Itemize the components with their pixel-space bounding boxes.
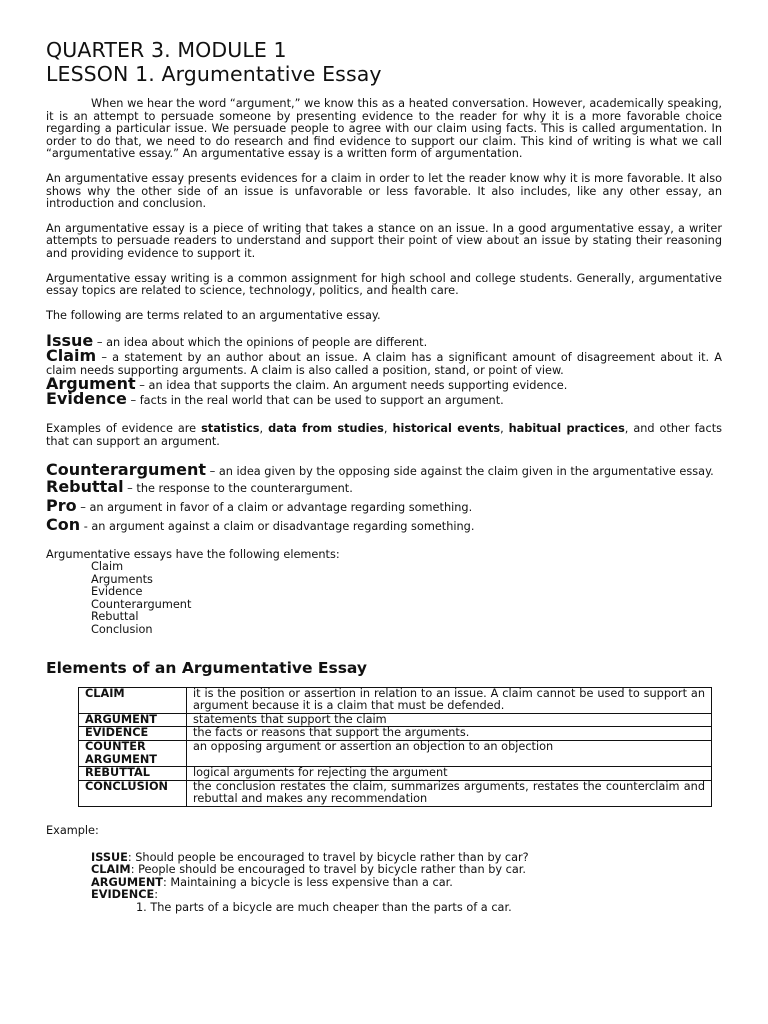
example-argument-label: ARGUMENT (91, 875, 164, 889)
table-key: REBUTTAL (79, 767, 187, 781)
list-item: Claim (91, 560, 124, 574)
table-value: an opposing argument or assertion an objection to an objection (187, 741, 712, 767)
example-claim-text: : People should be encouraged to travel by bicycle rather than by car. (130, 863, 527, 877)
lesson-title: LESSON 1. Argumentative Essay (46, 62, 382, 86)
example-issue-text: : Should people be encouraged to travel by bicycle rather than by car? (127, 850, 529, 864)
table-key: CONCLUSION (79, 780, 187, 806)
term-definition: – an idea given by the opposing side against the claim given in the argumentative essay. (206, 464, 714, 478)
examples-lead: Examples of evidence are (46, 422, 202, 436)
terms-intro: The following are terms related to an argumentative essay. (46, 308, 381, 322)
table-value: statements that support the claim (187, 713, 712, 727)
list-item: Arguments (91, 572, 153, 586)
example-data: data from studies (268, 422, 384, 436)
table-key: COUNTER ARGUMENT (79, 741, 187, 767)
separator: , (500, 422, 509, 436)
example-claim-label: CLAIM (91, 863, 131, 877)
table-heading: Elements of an Argumentative Essay (46, 658, 368, 677)
example-block (46, 852, 722, 915)
page-title: QUARTER 3. MODULE 1 (46, 38, 287, 62)
example-statistics: statistics (201, 422, 260, 436)
table-value: it is the position or assertion in relation to an issue. A claim cannot be used to support an argument because it is a claim that must be defended. (187, 687, 712, 713)
term-definition: – the response to the counterargument. (123, 481, 353, 495)
document-page (46, 38, 722, 915)
term-word: Con (46, 514, 81, 534)
body-paragraph: An argumentative essay is a piece of writing that takes a stance on an issue. In a good argumentative essay, a writer attempts to persuade readers to understand and support their point of view about an issue by stating their reasoning and providing evidence to support it. (46, 221, 722, 260)
term-claim (46, 346, 722, 378)
list-item: Evidence (91, 585, 143, 599)
example-evidence-item: 1. The parts of a bicycle are much cheaper than the parts of a car. (136, 900, 512, 914)
term-definition: – an argument in favor of a claim or advantage regarding something. (76, 500, 473, 514)
term-definition: - an argument against a claim or disadvantage regarding something. (80, 519, 475, 533)
table-key: EVIDENCE (79, 727, 187, 741)
table-row (79, 727, 712, 741)
term-counterargument (46, 459, 722, 479)
example-argument-text: : Maintaining a bicycle is less expensive than a car. (163, 875, 453, 889)
example-evidence-text: : (154, 888, 159, 902)
list-item: Counterargument (91, 597, 192, 611)
term-evidence (46, 389, 722, 409)
term-definition: – an idea that supports the claim. An argument needs supporting evidence. (135, 379, 568, 393)
example-issue-label: ISSUE (91, 850, 128, 864)
term-pro (46, 495, 722, 515)
term-definition: – facts in the real world that can be used to support an argument. (126, 394, 504, 408)
separator: , (383, 422, 393, 436)
table-row (79, 767, 712, 781)
table-value: logical arguments for rejecting the argument (187, 767, 712, 781)
list-item: Conclusion (91, 623, 153, 637)
table-value: the conclusion restates the claim, summarizes arguments, restates the counterclaim and rebuttal and makes any recommendation (187, 780, 712, 806)
terms-list-2 (46, 459, 722, 534)
term-rebuttal (46, 476, 722, 496)
table-key: ARGUMENT (79, 713, 187, 727)
separator: , (259, 422, 269, 436)
list-item: Rebuttal (91, 610, 139, 624)
table-key: CLAIM (79, 687, 187, 713)
term-definition: – an idea about which the opinions of people are different. (93, 336, 428, 350)
term-word: Issue (46, 331, 94, 351)
example-label: Example: (46, 824, 99, 837)
table-row (79, 713, 712, 727)
elements-list (46, 561, 722, 637)
term-issue (46, 331, 722, 351)
table-row (79, 687, 712, 713)
elements-intro: Argumentative essays have the following elements: (46, 547, 340, 561)
intro-paragraph: When we hear the word “argument,” we know this as a heated conversation. However, academically speaking, it is an attempt to persuade someone by presenting evidence to the reader for why it is a more favorable choice regarding a particular issue. We persuade people to agree with our claim using facts. This is called argumentation. In order to do that, we need to do research and find evidence to support our claim. This kind of writing is what we call “argumentative essay.” An argumentative essay is a written form of argumentation. (46, 97, 722, 161)
terms-list-1 (46, 331, 722, 409)
evidence-examples (46, 423, 722, 448)
example-evidence-label: EVIDENCE (91, 888, 155, 902)
examples-tail: , and other facts that can support an argument. (46, 422, 723, 448)
elements-table (78, 687, 712, 807)
table-row (79, 741, 712, 767)
example-practices: habitual practices (508, 422, 625, 436)
term-con (46, 514, 722, 534)
body-paragraph: An argumentative essay presents evidences for a claim in order to let the reader know why it is more favorable. It also shows why the other side of an issue is unfavorable or less favorable. It also includes, like any other essay, an introduction and conclusion. (46, 171, 722, 211)
term-definition: – a statement by an author about an issue. A claim has a significant amount of disagreement about it. A claim needs supporting arguments. A claim is also called a position, stand, or point of view. (46, 351, 722, 378)
term-argument (46, 374, 722, 394)
term-word: Evidence (46, 389, 127, 409)
term-word: Argument (46, 374, 136, 394)
term-word: Pro (46, 495, 77, 515)
table-row (79, 780, 712, 806)
term-word: Claim (46, 346, 97, 366)
term-word: Counterargument (46, 459, 206, 479)
term-word: Rebuttal (46, 476, 124, 496)
table-value: the facts or reasons that support the arguments. (187, 727, 712, 741)
example-history: historical events (392, 422, 501, 436)
body-paragraph: Argumentative essay writing is a common assignment for high school and college students. Generally, argumentative essay topics are related to science, technology, politics, and health care. (46, 271, 722, 298)
